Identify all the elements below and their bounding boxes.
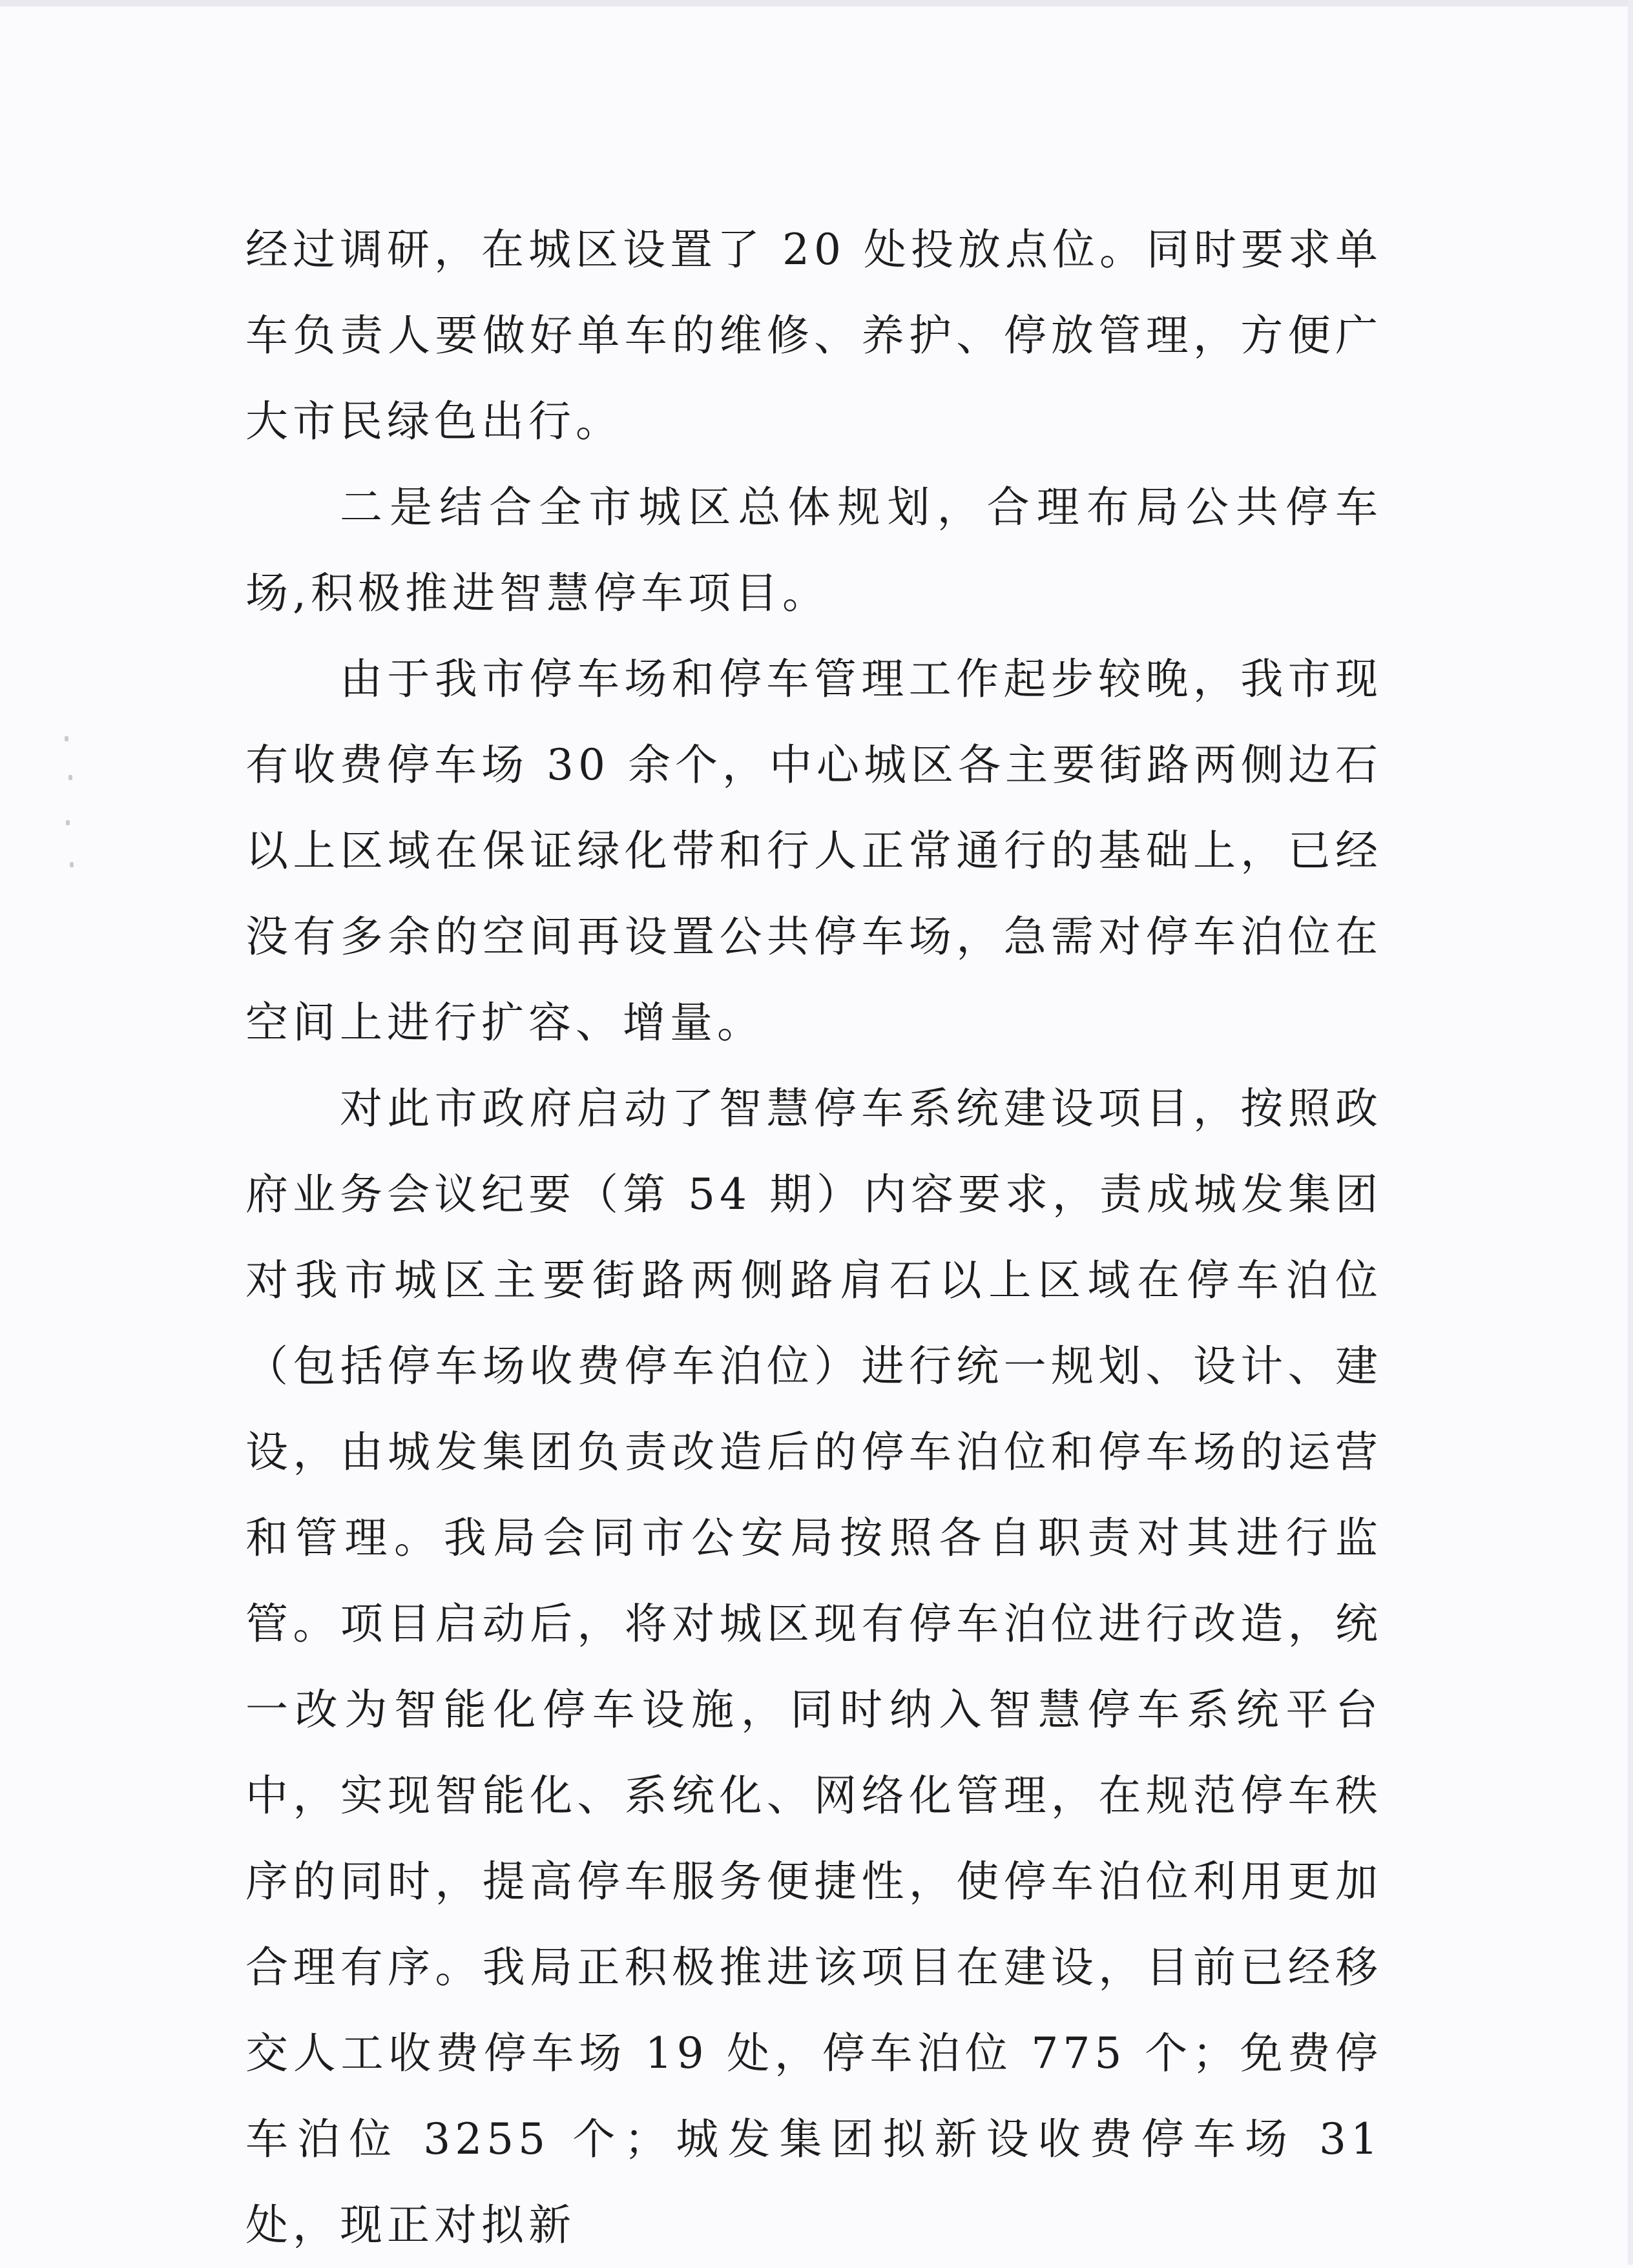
scan-edge-right — [1628, 0, 1633, 2265]
paragraph-parking-shortage: 由于我市停车场和停车管理工作起步较晚，我市现有收费停车场 30 余个，中心城区各主要街路两侧边石以上区域在保证绿化带和行人正常通行的基础上，已经没有多余的空间再设置公共停车场，急需对停车泊位在空间上进行扩容、增量。 — [245, 654, 1382, 1047]
paragraph-bike-points: 经过调研，在城区设置了 20 处投放点位。同时要求单车负责人要做好单车的维修、养护、停放管理，方便广大市民绿色出行。 — [245, 225, 1382, 446]
document-body — [245, 207, 1382, 2268]
paragraph-point-two: 二是结合全市城区总体规划，合理布局公共停车场,积极推进智慧停车项目。 — [245, 482, 1382, 618]
scan-edge-top — [0, 0, 1633, 6]
binding-hole-marks — [62, 736, 88, 872]
paragraph-smart-parking: 对此市政府启动了智慧停车系统建设项目，按照政府业务会议纪要（第 54 期）内容要求，责成城发集团对我市城区主要街路两侧路肩石以上区域在停车泊位（包括停车场收费停车泊位）进行统一规划、设计、建设，由城发集团负责改造后的停车泊位和停车场的运营和管理。我局会同市公安局按照各自职责对其进行监管。项目启动后，将对城区现有停车泊位进行改造，统一改为智能化停车设施，同时纳入智慧停车系统平台中，实现智能化、系统化、网络化管理，在规范停车秩序的同时，提高停车服务便捷性，使停车泊位利用更加合理有序。我局正积极推进该项目在建设，目前已经移交人工收费停车场 19 处，停车泊位 775 个；免费停车泊位 3255 个；城发集团拟新设收费停车场 31 处，现正对拟新 — [245, 1084, 1382, 2250]
